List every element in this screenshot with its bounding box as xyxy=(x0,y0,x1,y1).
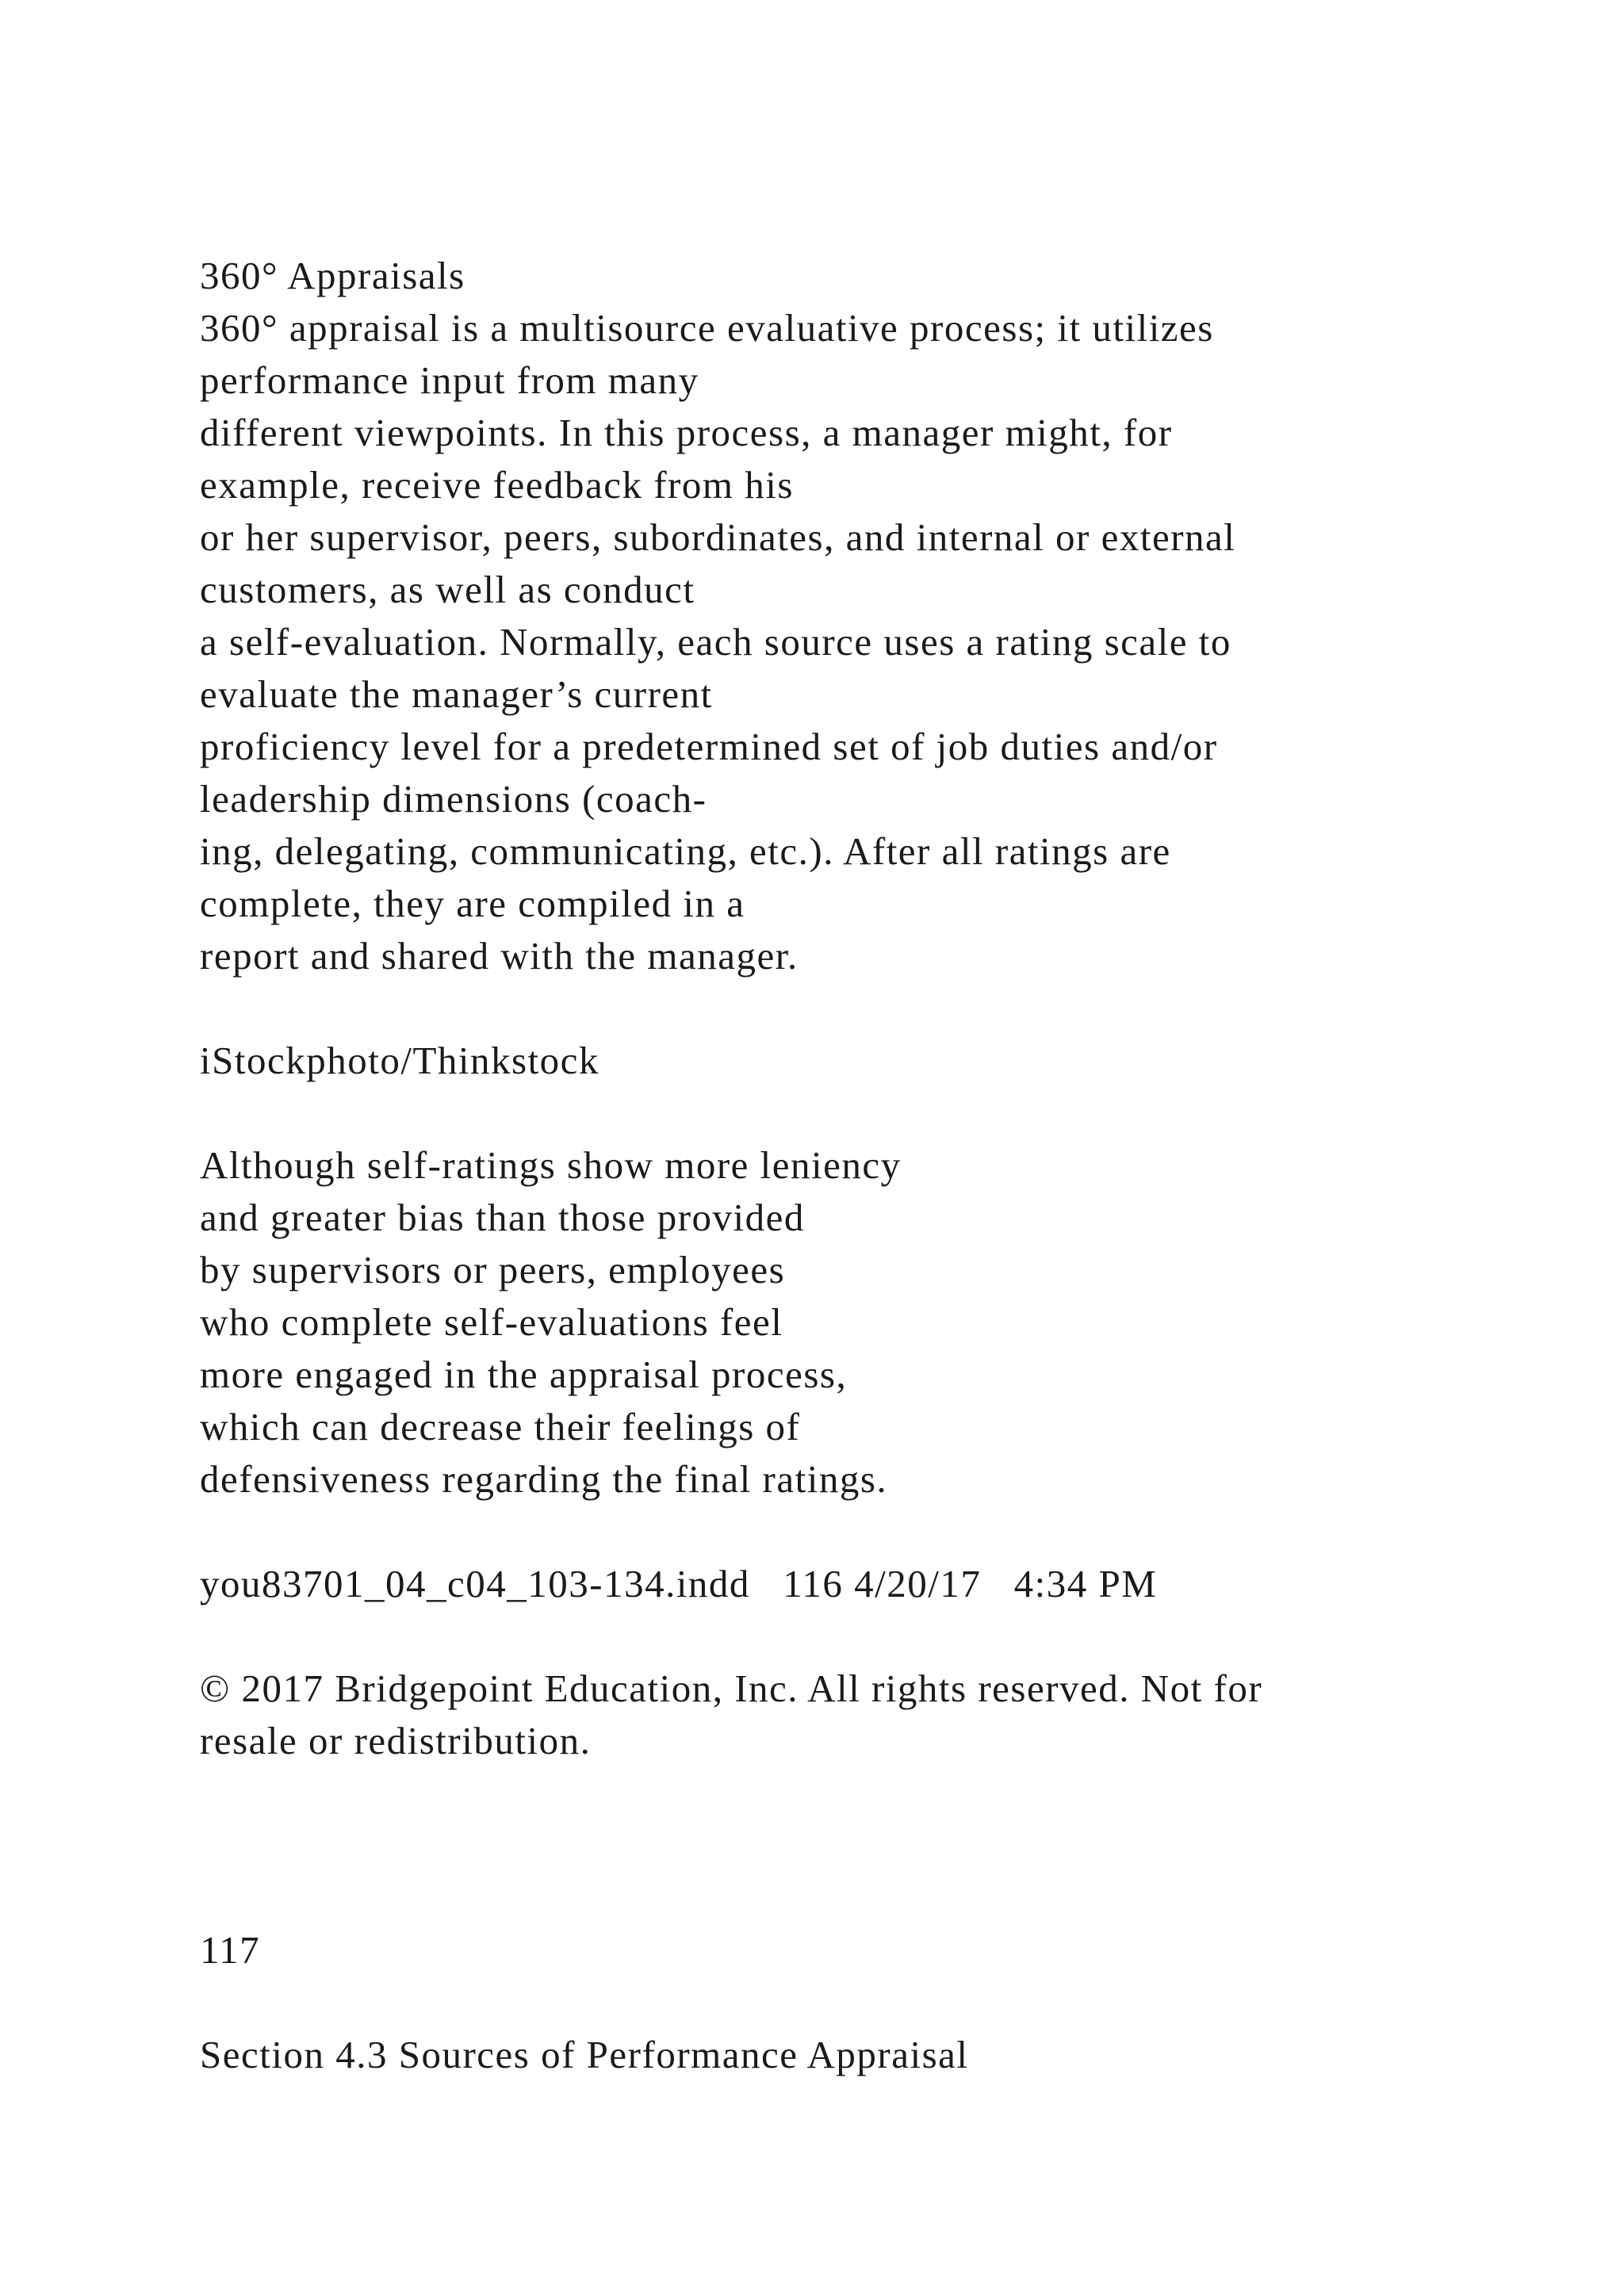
paragraph-line: proficiency level for a predetermined set of job duties and/or xyxy=(200,725,1218,768)
section-heading-block xyxy=(200,250,1548,302)
paragraph-line: ing, delegating, communicating, etc.). After all ratings are xyxy=(200,829,1171,873)
callout-line: defensiveness regarding the final ratings. xyxy=(200,1457,888,1501)
paragraph-line: evaluate the manager’s current xyxy=(200,672,713,716)
body-paragraph xyxy=(200,302,1548,982)
file-info-block xyxy=(200,1558,1548,1610)
section-title-block xyxy=(200,2029,1548,2081)
paragraph-line: leadership dimensions (coach- xyxy=(200,777,707,821)
paragraph-line: a self-evaluation. Normally, each source uses a rating scale to xyxy=(200,620,1231,664)
page-number-block xyxy=(200,1924,1548,1976)
paragraph-line: example, receive feedback from his xyxy=(200,463,794,507)
photo-credit-block xyxy=(200,1035,1548,1087)
paragraph-line: customers, as well as conduct xyxy=(200,568,695,611)
page-number: 117 xyxy=(200,1928,261,1972)
paragraph-line: performance input from many xyxy=(200,358,699,402)
copyright-line: resale or redistribution. xyxy=(200,1719,592,1762)
paragraph-line: different viewpoints. In this process, a manager might, for xyxy=(200,411,1173,454)
callout-line: more engaged in the appraisal process, xyxy=(200,1353,848,1396)
callout-line: and greater bias than those provided xyxy=(200,1196,805,1239)
file-info: you83701_04_c04_103-134.indd 116 4/20/17 4:34 PM xyxy=(200,1562,1158,1605)
callout-line: who complete self-evaluations feel xyxy=(200,1300,783,1344)
callout-text xyxy=(200,1139,1548,1506)
callout-line: which can decrease their feelings of xyxy=(200,1405,801,1448)
copyright-line: © 2017 Bridgepoint Education, Inc. All rights reserved. Not for xyxy=(200,1667,1263,1710)
paragraph-line: report and shared with the manager. xyxy=(200,934,799,978)
paragraph-line: 360° appraisal is a multisource evaluative process; it utilizes xyxy=(200,306,1214,350)
callout-line: by supervisors or peers, employees xyxy=(200,1248,786,1292)
copyright-block xyxy=(200,1663,1548,1767)
callout-line: Although self-ratings show more leniency xyxy=(200,1143,902,1187)
photo-credit: iStockphoto/Thinkstock xyxy=(200,1039,599,1082)
section-title: Section 4.3 Sources of Performance Appraisal xyxy=(200,2033,969,2076)
paragraph-line: complete, they are compiled in a xyxy=(200,882,745,925)
paragraph-line: or her supervisor, peers, subordinates, and internal or external xyxy=(200,515,1236,559)
heading: 360° Appraisals xyxy=(200,254,465,297)
